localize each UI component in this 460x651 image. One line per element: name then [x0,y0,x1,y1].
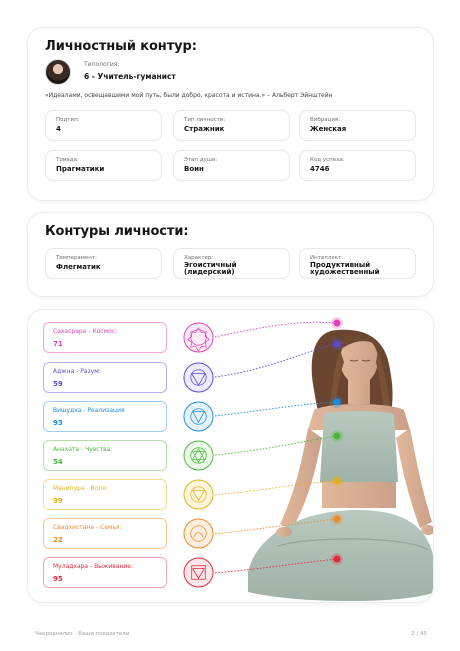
field-label: Тип личности: [184,117,226,123]
personality-contours-title: Контуры личности: [45,224,189,239]
chakra-value: 59 [53,380,63,388]
field-value: Женская [310,125,347,133]
field-label: Вибрация: [310,117,341,123]
quote: «Идеалами, освещавшими мой путь, были добро, красота и истина.» – Альберт Эйнштейн [45,92,333,99]
triad-field [45,150,162,181]
vishuddha-icon [183,401,214,432]
field-value: Продуктивный художественный [310,261,380,276]
field-label: Код успеха: [310,157,345,163]
chakra-name: Манипура - Воля: [53,485,108,492]
soul-stage-field [173,150,290,181]
chakra-value: 99 [53,497,63,505]
subtype-field [45,110,162,141]
chakra-value: 93 [53,419,63,427]
vibration-field [299,110,416,141]
chakra-name: Анахата - Чувства: [53,446,113,453]
footer-title: Чакроанализ - Ваши показатели [35,631,130,637]
chakra-name: Сахасрара - Космос: [53,328,118,335]
chakra-name: Вишудха - Реализация [53,407,125,414]
personality-contours-card [27,212,434,297]
page-number: 2 / 45 [411,631,427,637]
intellect-field [299,248,416,279]
field-label: Подтип: [56,117,80,123]
character-field [173,248,290,279]
chakra-manipura [43,479,167,510]
typology-value: 6 - Учитель-гуманист [84,72,176,81]
success-code-field [299,150,416,181]
chakras-card [27,309,434,603]
chakra-ajna [43,362,167,393]
field-label: Характер: [184,255,214,261]
field-value: Воин [184,165,204,173]
field-label: Интеллект: [310,255,344,261]
chakra-name: Свадхистана - Семья: [53,524,122,531]
chakra-muladhara [43,557,167,588]
chakra-svadhisthana [43,518,167,549]
personal-contour-title: Личностный контур: [45,39,197,54]
chakra-value: 22 [53,536,63,544]
svadhisthana-icon [183,518,214,549]
avatar [45,59,71,85]
chakra-name: Муладхара - Выживание: [53,563,133,570]
chakra-value: 54 [53,458,63,466]
field-label: Триада: [56,157,79,163]
chakra-vishuddha [43,401,167,432]
personality-type-field [173,110,290,141]
field-value: 4746 [310,165,330,173]
anahata-icon [183,440,214,471]
personal-contour-card [27,27,434,201]
muladhara-icon [183,557,214,588]
chakra-anahata [43,440,167,471]
chakra-sahasrara [43,322,167,353]
chakra-name: Аджна - Разум: [53,368,101,375]
manipura-icon [183,479,214,510]
ajna-icon [183,362,214,393]
field-value: Стражник [184,125,225,133]
chakra-value: 71 [53,340,63,348]
field-value: Прагматики [56,165,105,173]
field-value: Флегматик [56,263,101,271]
field-label: Темперамент: [56,255,97,261]
sahasrara-icon [183,322,214,353]
temperament-field [45,248,162,279]
field-value: Эгоистичный (лидерский) [184,261,237,276]
chakra-value: 95 [53,575,63,583]
field-value: 4 [56,125,61,133]
typology-label: Типология: [84,61,120,68]
field-label: Этап души: [184,157,218,163]
